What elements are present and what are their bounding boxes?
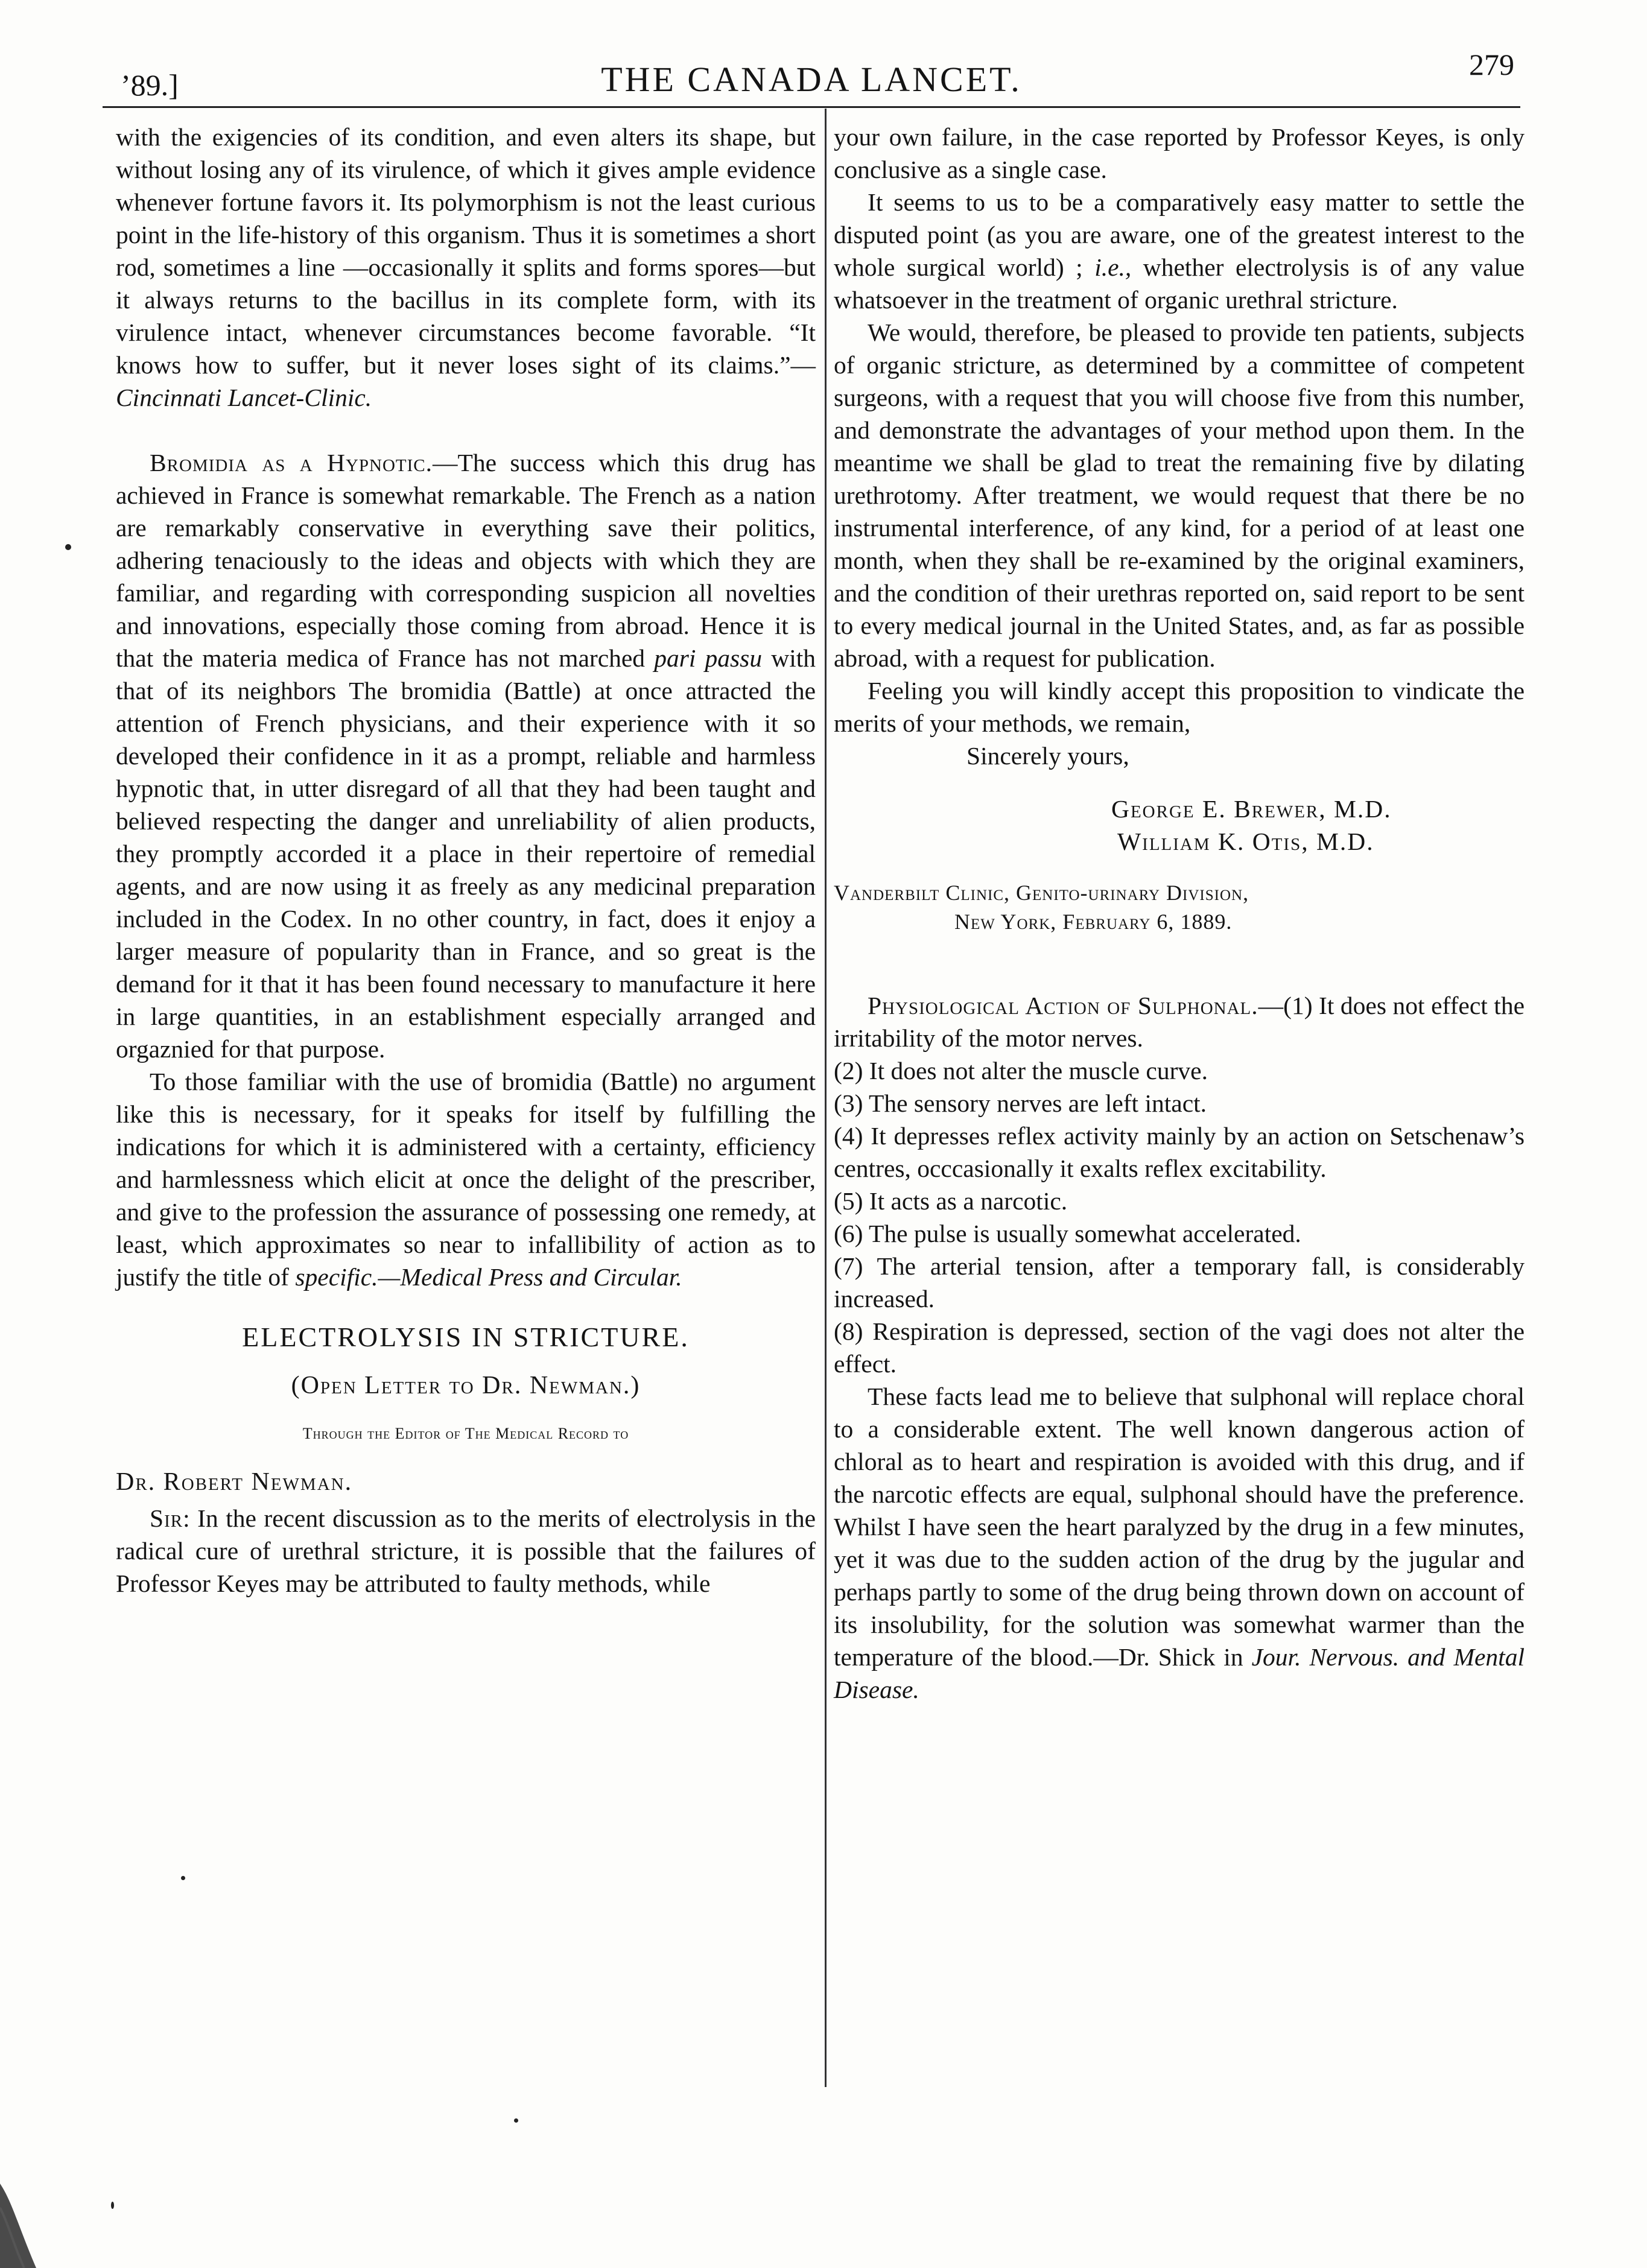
electrolysis-text: : In the recent discussion as to the merits of electrolysis in the radical cure of urethral stricture, it is possible that the failures of Professor Keyes may be attributed to faulty methods, while: [116, 1504, 816, 1597]
bromidia-paragraph-2: [116, 1065, 816, 1293]
page-number: 279: [1469, 48, 1514, 81]
bacillus-source: Cincinnati Lancet-Clinic.: [116, 384, 372, 411]
spacer: [834, 772, 1525, 793]
sulphonal-conclusion: [834, 1380, 1525, 1706]
header-year: ’89.]: [121, 68, 179, 102]
bromidia-source: specific.—Medical Press and Circular.: [295, 1263, 682, 1291]
letter-p2-italic: i.e.,: [1094, 253, 1132, 281]
electrolysis-title: ELECTROLYSIS IN STRICTURE.: [242, 1322, 690, 1352]
electrolysis-through-line: Through the Editor of The Medical Record to: [302, 1425, 629, 1442]
salutation: Sir: [150, 1504, 183, 1532]
sulphonal-source: Jour. Nervous. and Mental Disease.: [834, 1643, 1525, 1703]
letter-paragraph-3: We would, therefore, be pleased to provide ten patients, subjects of organic stricture, as determined by a committee of competent surgeons, with a request that you will choose five from this number, and demonstrate the advantages of your method upon them. In the meantime we shall be glad to treat the remaining five by dilating urethrotomy. After treatment, we would request that there be no instrumental interference, of any kind, for a period of at least one month, when they shall be re-examined by the original examiners, and the condition of their urethras reported on, said report to be sent to every medical journal in the United States, and, as far as possible abroad, with a request for publication.: [834, 318, 1525, 672]
spacer: [834, 969, 1525, 989]
sulphonal-item-5: (5) It acts as a narcotic.: [834, 1187, 1068, 1215]
electrolysis-subtitle: (Open Letter to Dr. Newman.): [291, 1372, 641, 1399]
sulphonal-heading: Physiological Action of Sulphonal.: [868, 992, 1258, 1019]
bromidia-italic: pari passu: [654, 644, 763, 672]
page-edge-shadow: [0, 2171, 42, 2268]
letter-paragraph-2: [834, 186, 1525, 316]
column-divider: [825, 109, 827, 2087]
letter-p2-text-b: whether electrolysis is of any value whatsoever in the treatment of organic urethral stricture.: [834, 253, 1525, 314]
bromidia-p2-text: To those familiar with the use of bromidia (Battle) no argument like this is necessary, for it speaks for itself by fulfilling the indications for which it is administered with a certainty, efficiency and harmlessness which elicit at once the delight of the prescriber, and give to the profession the assurance of possessing one remedy, at least, which approximates so near to infallibility of action as to justify the title of: [116, 1068, 816, 1291]
bromidia-paragraph-1: [116, 446, 816, 1065]
letter-closing: Sincerely yours,: [966, 742, 1129, 770]
running-header: [97, 42, 1526, 103]
sulphonal-item-4: (4) It depresses reflex activity mainly by an action on Setschenaw’s centres, occcasionally it exalts reflex excitability.: [834, 1122, 1525, 1182]
left-column: [116, 121, 816, 1600]
signature-brewer: George E. Brewer, M.D.: [1111, 795, 1392, 823]
bromidia-heading: Bromidia as a Hypnotic.: [150, 449, 433, 477]
spacer: [116, 414, 816, 446]
letter-location-2: New York, February 6, 1889.: [954, 910, 1233, 934]
bacillus-text: with the exigencies of its condition, and even alters its shape, but without losing any of its virulence, of which it gives ample evidence whenever fortune favors it. Its polymorphism is not the least curious point in the life-history of this organism. Thus it is sometimes a short rod, sometimes a line —occasionally it splits and forms spores—but it always returns to the bacillus in its complete form, with its virulence intact, whenever circumstances become favorable. “It knows how to suffer, but it never loses sight of its claims.”—: [116, 123, 816, 379]
bromidia-text-a: —The success which this drug has achieved in France is somewhat remarkable. The French as a nation are remarkably conservative in everything save their politics, adhering tenaciously to the ideas and objects with which they are familiar, and regarding with corresponding suspicion all novelties and innovations, especially those coming from abroad. Hence it is that the materia medica of France has not marched: [116, 449, 816, 672]
bromidia-text-b: with that of its neighbors The bromidia (Battle) at once attracted the attention of French physicians, and their experience with it so developed their confidence in it as a prompt, reliable and harmless hypnotic that, in utter disregard of all that they had been taught and believed respecting the danger and unreliability of alien products, they promptly accorded it a place in their repertoire of remedial agents, and are now using it as freely as any medicinal preparation included in the Codex. In no other country, in fact, does it enjoy a larger measure of popularity than in France, and so great is the demand for it that it has been found necessary to manufacture it here in large quantities, in an establishment especially arranged and orgaznied for that purpose.: [116, 644, 816, 1063]
sulphonal-item-7: (7) The arterial tension, after a temporary fall, is considerably increased.: [834, 1252, 1525, 1313]
spacer: [834, 858, 1525, 878]
right-column: [834, 121, 1525, 1706]
signature-otis: William K. Otis, M.D.: [1117, 828, 1374, 855]
letter-location-1: Vanderbilt Clinic, Genito-urinary Division,: [834, 881, 1249, 905]
electrolysis-addressee: Dr. Robert Newman.: [116, 1468, 353, 1496]
scan-speck: [65, 544, 71, 550]
header-rule: [103, 106, 1520, 108]
sulphonal-item-3: (3) The sensory nerves are left intact.: [834, 1089, 1207, 1117]
sulphonal-item-1: [834, 989, 1525, 1054]
bacillus-paragraph: [116, 121, 816, 414]
scan-speck: [514, 2118, 518, 2123]
scan-speck: [181, 1876, 185, 1880]
spacer: [834, 936, 1525, 969]
letter-paragraph-4: Feeling you will kindly accept this proposition to vindicate the merits of your methods, we remain,: [834, 677, 1525, 737]
sulphonal-conclusion-text: These facts lead me to believe that sulphonal will replace choral to a considerable extent. The well known dangerous action of chloral as to heart and respiration is avoided with this drug, and if the narcotic effects are equal, sulphonal should have the preference. Whilst I have seen the heart paralyzed by the drug in a few minutes, yet it was due to the sudden action of the drug by the jugular and perhaps partly to some of the drug being thrown down on account of its insolubility, for the solution was somewhat warmer than the temperature of the blood.—Dr. Shick in: [834, 1383, 1525, 1671]
letter-p2-text-a: It seems to us to be a comparatively easy matter to settle the disputed point (as you are aware, one of the greatest interest to the whole surgical world) ;: [834, 188, 1525, 281]
scan-speck: [111, 2202, 114, 2209]
sulphonal-item-8: (8) Respiration is depressed, section of the vagi does not alter the effect.: [834, 1317, 1525, 1378]
electrolysis-paragraph-1: [116, 1502, 816, 1600]
letter-continuation: your own failure, in the case reported by Professor Keyes, is only conclusive as a single case.: [834, 123, 1525, 183]
sulphonal-text-1: —(1) It does not effect the irritability of the motor nerves.: [834, 992, 1525, 1052]
sulphonal-item-6: (6) The pulse is usually somewhat accelerated.: [834, 1220, 1301, 1247]
sulphonal-item-2: (2) It does not alter the muscle curve.: [834, 1057, 1208, 1085]
journal-title: THE CANADA LANCET.: [601, 60, 1022, 99]
